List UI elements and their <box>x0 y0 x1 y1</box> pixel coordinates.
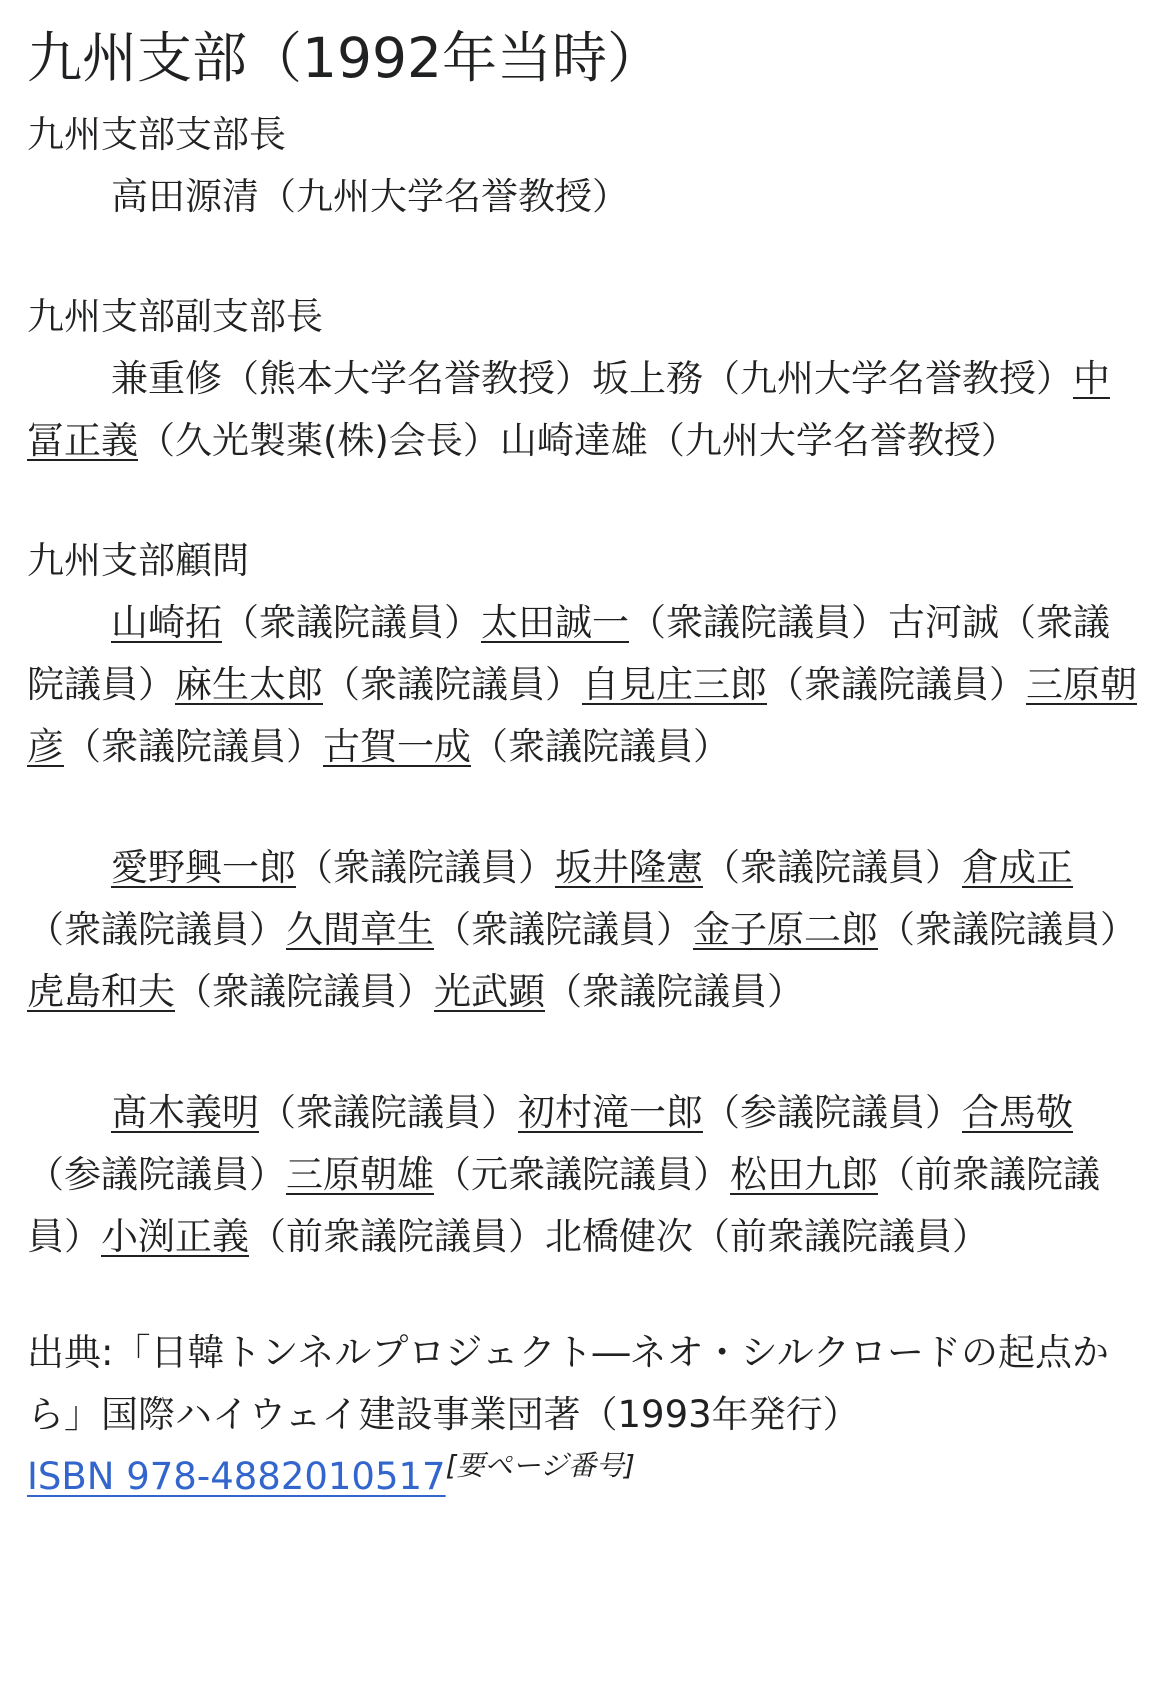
member-affiliation: （衆議院議員） <box>222 601 481 644</box>
position-block <box>27 530 1146 1268</box>
member-name: 山崎達雄 <box>499 419 648 462</box>
member-affiliation: （衆議院議員） <box>175 970 434 1013</box>
member-affiliation: （衆議院議員） <box>471 725 730 768</box>
member-name-link[interactable]: 虎島和夫 <box>27 970 175 1013</box>
member-name: 高田源清 <box>111 175 259 218</box>
page-needed-tag[interactable]: [要ページ番号] <box>445 1449 635 1482</box>
member-affiliation: （久光製薬(株)会長） <box>138 419 500 462</box>
member-affiliation: （衆議院議員） <box>878 908 1137 951</box>
member-name-link[interactable]: 初村滝一郎 <box>518 1091 703 1134</box>
member-name-link[interactable]: 太田誠一 <box>481 601 629 644</box>
member-name-link[interactable]: 金子原二郎 <box>693 908 878 951</box>
member-name-link[interactable]: 小渕正義 <box>101 1215 249 1258</box>
member-name-link[interactable]: 自見庄三郎 <box>582 663 767 706</box>
member-name: 北橋健次 <box>545 1215 693 1258</box>
member-affiliation: （衆議院議員） <box>27 601 1110 706</box>
position-block <box>27 104 1146 228</box>
isbn-link[interactable]: ISBN 978-4882010517 <box>27 1455 446 1498</box>
member-group <box>27 837 1146 1023</box>
member-name-link[interactable]: 麻生太郎 <box>175 663 323 706</box>
source-citation <box>27 1322 1146 1508</box>
member-name-link[interactable]: 三原朝彦 <box>27 663 1137 768</box>
member-name-link[interactable]: 髙木義明 <box>111 1091 259 1134</box>
member-affiliation: （衆議院議員） <box>64 725 323 768</box>
member-affiliation: （衆議院議員） <box>296 846 555 889</box>
member-affiliation: （熊本大学名誉教授） <box>222 357 592 400</box>
member-affiliation: （前衆議院議員） <box>693 1215 989 1258</box>
member-affiliation: （衆議院議員） <box>434 908 693 951</box>
member-affiliation: （衆議院議員） <box>323 663 582 706</box>
member-name-link[interactable]: 久間章生 <box>286 908 434 951</box>
member-affiliation: （参議院議員） <box>703 1091 962 1134</box>
section-heading: 九州支部（1992年当時） <box>27 26 662 90</box>
source-text: 出典:「日韓トンネルプロジェクト―ネオ・シルクロードの起点から」国際ハイウェイ建設事業団著（1993年発行） <box>27 1331 1109 1436</box>
position-title: 九州支部副支部長 <box>27 295 323 338</box>
member-affiliation: （九州大学名誉教授） <box>703 357 1073 400</box>
member-name-link[interactable]: 古賀一成 <box>323 725 471 768</box>
position-block <box>27 286 1146 472</box>
member-affiliation: （参議院議員） <box>27 1153 286 1196</box>
position-title: 九州支部顧問 <box>27 539 249 582</box>
member-name: 兼重修 <box>111 357 222 400</box>
member-affiliation: （衆議院議員） <box>629 601 888 644</box>
member-group <box>27 348 1146 472</box>
member-name-link[interactable]: 倉成正 <box>962 846 1073 889</box>
member-affiliation: （九州大学名誉教授） <box>259 175 629 218</box>
member-name-link[interactable]: 松田九郎 <box>730 1153 878 1196</box>
member-name-link[interactable]: 坂井隆憲 <box>555 846 703 889</box>
member-list <box>27 104 1146 1268</box>
member-affiliation: （衆議院議員） <box>703 846 962 889</box>
member-affiliation: （前衆議院議員） <box>27 1153 1100 1258</box>
position-title: 九州支部支部長 <box>27 113 286 156</box>
member-group <box>27 166 1146 228</box>
member-group <box>27 592 1146 778</box>
member-affiliation: （元衆議院議員） <box>434 1153 730 1196</box>
member-affiliation: （衆議院議員） <box>767 663 1026 706</box>
member-group <box>27 1082 1146 1268</box>
member-name-link[interactable]: 三原朝雄 <box>286 1153 434 1196</box>
member-name-link[interactable]: 山崎拓 <box>111 601 222 644</box>
member-affiliation: （衆議院議員） <box>545 970 804 1013</box>
member-name-link[interactable]: 合馬敬 <box>962 1091 1073 1134</box>
member-name: 古河誠 <box>888 601 999 644</box>
member-name-link[interactable]: 愛野興一郎 <box>111 846 296 889</box>
member-affiliation: （前衆議院議員） <box>249 1215 545 1258</box>
member-affiliation: （衆議院議員） <box>27 908 286 951</box>
member-name: 坂上務 <box>592 357 703 400</box>
member-name-link[interactable]: 光武顕 <box>434 970 545 1013</box>
member-name-link[interactable]: 中冨正義 <box>27 357 1110 462</box>
member-affiliation: （九州大学名誉教授） <box>647 419 1018 462</box>
member-affiliation: （衆議院議員） <box>259 1091 518 1134</box>
